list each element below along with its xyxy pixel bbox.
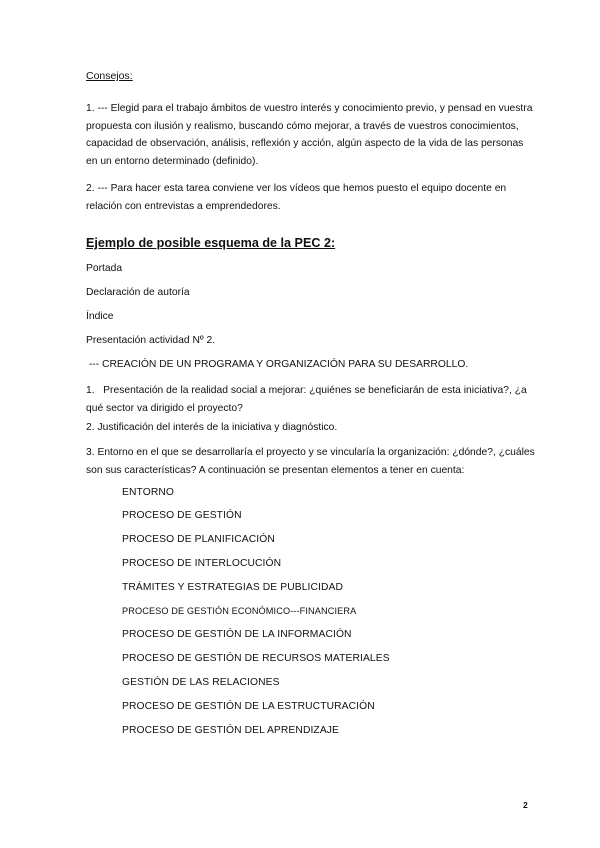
consejo-1-paragraph: 1. --- Elegid para el trabajo ámbitos de vuestro interés y conocimiento previo, y pensad en vuestra propuesta con ilusión y realismo, buscando cómo mejorar, a través de vuestros conocimientos, capacidad de observación, análisis, reflexión y acción, algún aspecto de la vida de las personas en un entorno determinado (definido). (86, 103, 533, 167)
item-creacion: --- CREACIÓN DE UN PROGRAMA Y ORGANIZACIÓN PARA SU DESARROLLO. (86, 359, 469, 370)
point-2-paragraph: 2. Justificación del interés de la iniciativa y diagnóstico. (86, 422, 338, 433)
page-number: 2 (523, 800, 528, 810)
element-estructuracion: PROCESO DE GESTIÓN DE LA ESTRUCTURACIÓN (122, 701, 375, 712)
point-1-paragraph: 1. Presentación de la realidad social a mejorar: ¿quiénes se beneficiarán de esta iniciativa?, ¿a qué sector va dirigido el proyecto? (86, 385, 530, 414)
element-aprendizaje: PROCESO DE GESTIÓN DEL APRENDIZAJE (122, 725, 340, 736)
element-publicidad: TRÁMITES Y ESTRATEGIAS DE PUBLICIDAD (122, 582, 344, 593)
element-entorno: ENTORNO (122, 487, 174, 498)
item-presentacion: Presentación actividad Nº 2. (86, 335, 216, 346)
consejo-2-paragraph: 2. --- Para hacer esta tarea conviene ver los vídeos que hemos puesto el equipo docente en relación con entrevistas a emprendedores. (86, 183, 507, 212)
item-portada: Portada (86, 263, 123, 274)
element-planificacion: PROCESO DE PLANIFICACIÓN (122, 534, 275, 545)
item-declaracion: Declaración de autoría (86, 287, 190, 298)
element-gestion: PROCESO DE GESTIÓN (122, 510, 242, 521)
item-indice: Índice (86, 311, 114, 322)
point-3-paragraph: 3. Entorno en el que se desarrollaría el proyecto y se vincularía la organización: ¿dónde?, ¿cuáles son sus características? A continuación se presentan elementos a tener en cuenta: (86, 447, 535, 476)
consejos-heading: Consejos: (86, 70, 133, 82)
element-relaciones: GESTIÓN DE LAS RELACIONES (122, 677, 280, 688)
element-economico-financiera: PROCESO DE GESTIÓN ECONÓMICO---FINANCIERA (122, 606, 357, 616)
element-interlocucion: PROCESO DE INTERLOCUCIÓN (122, 558, 282, 569)
element-informacion: PROCESO DE GESTIÓN DE LA INFORMACIÓN (122, 629, 352, 640)
element-recursos-materiales: PROCESO DE GESTIÓN DE RECURSOS MATERIALES (122, 653, 390, 664)
ejemplo-heading: Ejemplo de posible esquema de la PEC 2: (86, 236, 336, 250)
